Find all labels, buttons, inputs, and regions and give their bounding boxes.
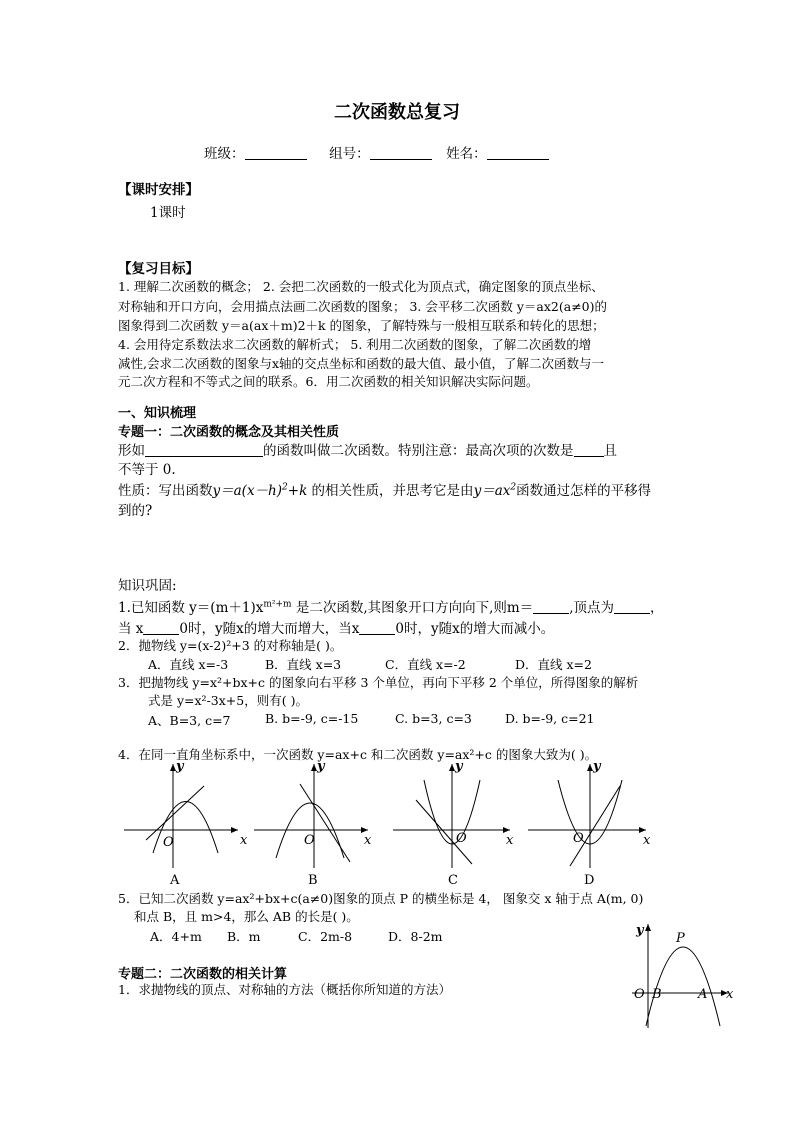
svg-text:O: O [304, 833, 315, 848]
svg-text:x: x [643, 833, 651, 848]
svg-text:y: y [636, 923, 644, 938]
q3-line2: 式是 y=x²-3x+5，则有( )。 [148, 693, 308, 708]
property-line2: 到的? [118, 503, 153, 519]
q2-option-a[interactable]: A．直线 x=-3 [148, 657, 229, 672]
graph-label-c: C [448, 873, 458, 888]
svg-text:y: y [593, 759, 601, 774]
topic2-q1: 1．求抛物线的顶点、对称轴的方法（概括你所知道的方法） [118, 982, 451, 997]
svg-text:O: O [163, 835, 174, 850]
schedule-content: 1课时 [150, 205, 186, 221]
svg-text:y: y [455, 759, 463, 774]
q3-option-a[interactable]: A、B=3, c=7 [148, 713, 231, 728]
group-blank[interactable] [370, 147, 432, 160]
graph-b[interactable] [254, 759, 372, 888]
goals-line: 元二次方程和不等式之间的联系。6．用二次函数的相关知识解决实际问题。 [118, 374, 539, 389]
graph-c[interactable] [393, 759, 514, 888]
goals-line: 4. 会用待定系数法求二次函数的解析式； 5. 利用二次函数的图象，了解二次函数的增 [118, 337, 592, 352]
formula-vertex-form: $y=a(x-h)^2+k$ [212, 482, 308, 499]
page-title: 二次函数总复习 [334, 102, 460, 123]
definition-prefix: 形如 [118, 443, 145, 459]
property-prefix: 性质：写出函数 [118, 483, 213, 499]
goals-line: 1. 理解二次函数的概念； 2. 会把二次函数的一般式化为顶点式，确定图象的顶点坐标、 [118, 279, 604, 294]
part1-heading: 一、知识梳理 [118, 406, 197, 421]
svg-text:y: y [176, 759, 184, 774]
property-line [118, 479, 651, 499]
name-blank[interactable] [487, 147, 549, 160]
q1-line1: 1.已知函数 $y=(m+1)x^{m^2+m}$ 是二次函数,其图象开口方向向下,则m＝ ,顶点为 ， [118, 599, 664, 616]
q5-graph [628, 920, 740, 1032]
group-label: 组号： [329, 146, 370, 162]
q5-option-a[interactable]: A．4+m [150, 929, 202, 944]
vertex-blank[interactable] [614, 601, 650, 614]
class-label: 班级： [204, 146, 245, 162]
q3-option-b[interactable]: B. b=-9, c=-15 [265, 711, 359, 726]
q2-option-c[interactable]: C．直线 x=-2 [385, 657, 466, 672]
q2-option-d[interactable]: D．直线 x=2 [515, 657, 592, 672]
svg-text:O: O [634, 987, 645, 1002]
formula-basic: $y=ax^2$ [473, 482, 517, 499]
q5-option-c[interactable]: C．2m-8 [298, 929, 353, 944]
definition-middle: 的函数叫做二次函数。特别注意：最高次项的次数是 [263, 443, 574, 459]
graph-a[interactable] [124, 759, 248, 888]
svg-text:x: x [506, 833, 514, 848]
svg-text:O: O [573, 831, 584, 846]
definition-line [118, 439, 617, 459]
point-b-label: B [652, 987, 662, 1002]
q3-line1: 3．把抛物线 y=x²+bx+c 的图象向右平移 3 个单位，再向下平移 2 个单位，所得图象的解析 [118, 675, 639, 690]
graph-d[interactable] [528, 759, 651, 888]
q1-line2: 当 x 0时，y随x的增大而增大，当x 0时，y随x的增大而减小。 [118, 621, 555, 637]
svg-text:x: x [726, 987, 734, 1002]
point-p-label: P [676, 931, 685, 946]
goals-heading: 【复习目标】 [118, 261, 199, 277]
q5-line1: 5．已知二次函数 y=ax²+bx+c(a≠0)图象的顶点 P 的横坐标是 4， 图象交 x 轴于点 A(m, 0) [118, 891, 644, 906]
goals-line: 减性,会求二次函数的图象与x轴的交点坐标和函数的最大值、最小值，了解二次函数与一 [118, 356, 605, 371]
definition-suffix: 且 [603, 443, 617, 459]
property-middle: 的相关性质，并思考它是由 [307, 483, 474, 499]
svg-text:x: x [364, 833, 372, 848]
q5-line2: 和点 B，且 m>4，那么 AB 的长是( )。 [134, 909, 359, 924]
topic1-heading: 专题一：二次函数的概念及其相关性质 [118, 425, 340, 440]
inc-blank[interactable] [143, 622, 179, 635]
definition-blank[interactable] [145, 444, 263, 457]
q4: 4．在同一直角坐标系中，一次函数 y=ax+c 和二次函数 y=ax²+c 的图象大致为( )。 [118, 747, 598, 762]
svg-text:y: y [317, 759, 325, 774]
dec-blank[interactable] [359, 622, 395, 635]
svg-text:O: O [456, 831, 467, 846]
definition-line2: 不等于 0. [118, 462, 176, 478]
svg-text:x: x [240, 833, 248, 848]
q3-option-d[interactable]: D. b=-9, c=21 [505, 711, 595, 726]
q2-option-b[interactable]: B．直线 x=3 [265, 657, 342, 672]
goals-line: 图象得到二次函数 y＝a(ax＋m)2＋k 的图象，了解特殊与一般相互联系和转化的思想； [118, 318, 605, 333]
graph-label-b: B [308, 873, 318, 888]
m-blank[interactable] [533, 601, 569, 614]
topic2-heading: 专题二：二次函数的相关计算 [118, 967, 288, 982]
goals-line: 对称轴和开口方向，会用描点法画二次函数的图象； 3. 会平移二次函数 y＝ax2(a≠0)的 [118, 299, 607, 314]
class-blank[interactable] [245, 147, 307, 160]
point-a-label: A [698, 987, 708, 1002]
q4-graphs [118, 758, 658, 890]
graph-label-a: A [170, 873, 180, 888]
q2: 2．抛物线 y=(x-2)²+3 的对称轴是( )。 [118, 638, 343, 653]
property-suffix: 函数通过怎样的平移得 [516, 483, 652, 499]
schedule-heading: 【课时安排】 [118, 182, 199, 198]
q3-option-c[interactable]: C. b=3, c=3 [395, 711, 472, 726]
header-fields [204, 142, 549, 162]
degree-blank[interactable] [574, 444, 604, 457]
consolidate-heading: 知识巩固: [118, 578, 177, 594]
q5-option-d[interactable]: D．8-2m [388, 929, 443, 944]
name-label: 姓名： [446, 146, 487, 162]
graph-label-d: D [584, 873, 595, 888]
q5-option-b[interactable]: B．m [227, 929, 261, 944]
